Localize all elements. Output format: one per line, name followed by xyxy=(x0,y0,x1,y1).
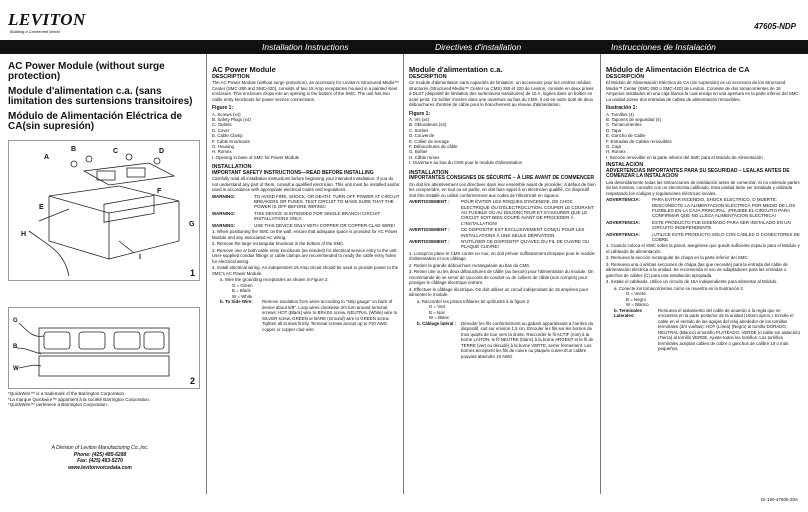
warning-text: TO AVOID FIRE, SHOCK, OR DEATH: TURN OFF POWER AT CIRCUIT BREAKERS OR FUSES. TEST CIRCUIT TO MAKE SURE THAT THE POWER IS OFF BEFORE WIRING! xyxy=(254,193,400,210)
warning-label: AVERTISSEMENT : xyxy=(409,239,450,244)
color-code: B = Negro xyxy=(626,296,646,302)
step: 2. Remueva la sección rectangular de chapa en la parte inferior del SMC. xyxy=(606,255,749,261)
callout-e: E xyxy=(39,204,44,211)
step-a xyxy=(220,277,400,299)
callout-i: I xyxy=(139,254,141,261)
product-titles xyxy=(8,62,198,137)
warning-text: ESTE PRODUCTO FUE DISEÑADO PARA SER INSTALADO EN UN CIRCUITO INDEPENDIENTE. xyxy=(652,219,791,231)
figure-item: B. Obturateurs (x4) xyxy=(409,122,447,128)
header-spanish: Instrucciones de Instalación xyxy=(611,42,716,52)
callout-g2: G xyxy=(13,318,18,324)
figure-item: G. Housing xyxy=(212,143,234,149)
warning xyxy=(409,239,597,250)
description-label: DESCRIPTION xyxy=(212,73,250,80)
step-a-text: a. Raccorder les prises trifilaires tel qu'illustré à la figure 2. xyxy=(417,298,531,304)
step: 4. Install electrical wiring. An independent 15 Amp circuit should be used to provide power to the SMC's AC Power Module. xyxy=(212,265,399,276)
leviton-logo: LEVITON xyxy=(8,10,86,29)
header-english: Installation Instructions xyxy=(262,42,349,52)
callout-w2: W xyxy=(13,366,19,372)
safety-text: Lea detenidamente todas las instrucciones de instalación antes de comenzar. Si no entiende partes de las mismas, consulte con un electricista calificado. Esta unidad debe ser instalada y utilizada respetando los códigos y regulaciones eléctricas locales. xyxy=(606,179,800,196)
trademark-en: *QuickWire™ is a trademark of the Barrington Corporation. xyxy=(8,391,126,396)
heading: Módulo de Alimentación Eléctrica de CA xyxy=(606,65,750,74)
warning-label: WARNING: xyxy=(212,222,236,228)
warning-label: ADVERTENCIA: xyxy=(606,219,641,225)
step: 3. Retirer une ou les deux débouchures de câble (au besoin) pour l'alimentation du module. On recommande de se servir de raccords de conduit ou de colliers de câble (non compris) pour protéger le câblage électrique entrant. xyxy=(409,269,594,286)
step: 4. Instale el cableado. Utilice un circuito de 15A independiente para alimentar al Módulo. xyxy=(606,279,778,285)
step: 4. Effectuer le câblage électrique. On doit utiliser un circuit indépendant de 15 ampères pour alimenter le module. xyxy=(409,286,589,298)
figure-item: A. Vis (x4) xyxy=(409,117,430,122)
divider xyxy=(206,54,207,494)
callout-b: B xyxy=(71,146,77,153)
step: 2. Remove the large rectangular knockout in the bottom of the SMC. xyxy=(212,241,345,247)
warning xyxy=(212,211,400,222)
figure-item: G. Caja xyxy=(606,143,621,149)
figure-item: I. Ouverture au bas du CMS pour le module d'alimentation xyxy=(409,160,523,166)
warning-label: ADVERTENCIA: xyxy=(606,231,641,237)
callout-c: C xyxy=(113,148,119,155)
step: 1. Cuando coloca el SMC sobre la pared, asegúrese que quede suficiente espacio para el Módulo y el cableado de alimentación. xyxy=(606,243,800,254)
figure-item: H. Câble romex xyxy=(409,154,440,160)
color-code: W = Blanc xyxy=(429,315,450,321)
warning-text: CE DISPOSITIF EST EXCLUSIVEMENT CONÇU POUR LES INSTALLATIONS À UNE SEULE DÉRIVATION. xyxy=(461,227,585,238)
safety-label: IMPORTANTES CONSIGNES DE SÉCURITÉ – À LIRE AVANT DE COMMENCER xyxy=(409,175,595,182)
step: 1. Lorsqu'on place le CMS contre un mur, on doit prévoir suffisamment d'espace pour le module d'alimentation et son câblage. xyxy=(409,250,595,262)
step-b xyxy=(417,321,597,360)
figure-item: E. Gancho de Cable xyxy=(606,133,646,139)
color-code: G = Verde xyxy=(626,291,646,297)
warning xyxy=(606,220,800,231)
company-name: A Division of Leviton Manufacturing Co.,Inc. xyxy=(51,445,149,451)
color-code: W = White xyxy=(232,293,253,299)
step: 3. Remueva una o ambas secciones de chapa (las que necesite) para la entrada del cable de alimentación eléctrica a la unidad. Se recomienda el uso de adaptadores para las entradas o ganchos de cables (C) para una instalación apropiada. xyxy=(606,261,788,278)
figure-1-drawing xyxy=(9,141,199,280)
warning-text: ¡UTILICE ESTE PRODUCTO SOLO CON CABLES O CONECTORES DE COBRE. xyxy=(652,231,800,242)
callout-h: H xyxy=(21,231,27,238)
step: 2. Retirer la grande débouchure rectangulaire au bas du CMS. xyxy=(409,262,531,268)
description-label: DESCRIPTION xyxy=(409,73,447,80)
figure-item: C. Sorties xyxy=(409,127,429,133)
figure-label: Figure 1: xyxy=(212,105,234,111)
warning xyxy=(409,199,597,226)
color-code: G = Green xyxy=(232,282,253,288)
step-a-text: a. Conecte los tomacorrientes como se muestra en la Ilustración 2. xyxy=(614,285,745,291)
step-a-text: a. Wire the grounding receptacles as shown in Figure 2. xyxy=(220,277,329,283)
warning-label: WARNING: xyxy=(212,210,236,216)
description: Ce module d'alimentation sans capacités de limitation, un accessoire pour les centres médias structurés (Structured Media™ Center ou CMS) 280 et 420 de Leviton, consiste en deux prises à DLST (dispositif de limitation des surtensions transitoires) de 15 A, logées dans un boîtier en acier peint. Ce boîtier s'insère dans une ouverture au bas du CMS. Il est en outre doté de deux débouchures d'entrée de câble pour le branchement au réseau d'alimentation. xyxy=(409,80,594,107)
fax: Fax: (425) 483-5270 xyxy=(77,458,123,465)
installation-label: INSTALLATION xyxy=(409,169,449,176)
callout-b2: B xyxy=(13,344,18,350)
contact-block xyxy=(40,445,160,471)
figure-item: B. Safety Plugs (x4) xyxy=(212,116,251,122)
safety-text: On doit lire attentivement ces directives dans leur ensemble avant de procéder; à défaut de bien les comprendre, en tout ou en partie, on doit faire appel à un électricien qualifié. Ce dispositif doit être installé ou utilisé conformément aux codes de l'électricité en vigueur. xyxy=(409,181,596,198)
figure-item: F. Cable Knockouts xyxy=(212,138,250,144)
trademark-es: *QuickWire™ pertenece a Barrington Corporation. xyxy=(8,402,109,408)
step-a xyxy=(417,299,597,321)
step-a xyxy=(614,286,800,308)
trademark-fr: *La marque Quickwire™ appartient à la société Barrington Corporation. xyxy=(8,396,151,402)
divider xyxy=(600,54,601,494)
figure-label: Figure 1: xyxy=(409,110,431,117)
heading: Module d'alimentation c.a. xyxy=(409,65,503,74)
step-b-label: b. Terminales Laterales: xyxy=(614,307,642,319)
tagline: Building a Connected World xyxy=(10,29,60,34)
figure-item: F. Entradas de Cables removibles xyxy=(606,138,672,144)
title-spanish: Módulo de Alimentación Eléctrica de CA(sin supresión) xyxy=(8,111,183,132)
figure-label: Ilustración 1: xyxy=(606,105,638,111)
part-number: 47605-NDP xyxy=(754,22,796,31)
figure-item: D. Cover xyxy=(212,127,230,133)
safety-label: IMPORTANT SAFETY INSTRUCTIONS—READ BEFORE INSTALLING xyxy=(212,169,374,176)
figure-item: I. Opening in base of SMC for Power Module xyxy=(212,154,300,160)
figure-item: B. Tapones de seguridad (4) xyxy=(606,116,662,122)
figure-item: A. Tornillos (4) xyxy=(606,111,634,117)
warning-label: AVERTISSEMENT : xyxy=(409,199,450,205)
figure-item: F. Débouchures de câble xyxy=(409,144,458,150)
figure-item: I. Sección removible en la parte inferior del SMC para el Módulo de Alimentación xyxy=(606,154,763,160)
installation-label: INSTALACIÓN xyxy=(606,162,644,169)
callout-g: G xyxy=(189,221,195,228)
figure-list xyxy=(606,112,800,161)
color-code: G = Vert xyxy=(429,304,446,310)
figure-item: E. Collier de serrage xyxy=(409,138,450,144)
warning-label: AVERTISSEMENT : xyxy=(409,227,450,233)
warning xyxy=(606,232,800,243)
figure-item: E. Cable Clamp xyxy=(212,133,243,139)
callout-f: F xyxy=(157,188,162,195)
safety-label: ADVERTENCIAS IMPORTANTES PARA SU SEGURIDAD – LEALAS ANTES DE COMENZAR LA INSTALACION xyxy=(606,167,790,180)
warning-text: POUR ÉVITER LES RISQUES D'INCENDIE, DE CHOC ÉLECTRIQUE OU D'ÉLECTROCUTION, COUPER LE COURANT AU FUSIBLE OU AU DISJONCTEUR ET S'ASSURER QUE LE CIRCUIT SOIT BIEN COUPÉ AVANT DE PROCÉDER À L'INSTALLATION! xyxy=(461,199,594,226)
website[interactable]: www.levitonvoicedata.com xyxy=(68,464,132,471)
figure-item: C. Outlets xyxy=(212,122,232,128)
figure-item: H. Romex xyxy=(606,149,626,155)
color-code: B = Black xyxy=(232,288,251,294)
document-code: DI-150-47605-20A xyxy=(760,497,798,502)
step-b-text: Dénuder les fils conformément au gabarit apparaissant à l'arrière du dispositif, soit sur environ 1,5 cm. Enrouler les fils sur les bornes de trois quarts de tour vers la droite. Raccorder le fil ACTIF (noir) à la borne LAITON, le fil NEUTRE (blanc) à la borne ARGENT et le fil de TERRE (vert ou dénudé) à la borne VERTE; serrer fermement. Les bornes acceptent les fils de cuivre ou plaqués cuivre d'un calibre pouvant atteindre 10 AWG. xyxy=(461,320,594,359)
divider xyxy=(403,54,404,494)
figure-2 xyxy=(8,307,200,389)
figure-list xyxy=(409,117,597,166)
french-column xyxy=(409,60,597,359)
figure-item: A. Screws (x4) xyxy=(212,111,241,117)
step-b xyxy=(220,299,400,332)
color-code: W = Blanco xyxy=(626,302,649,308)
figure-1 xyxy=(8,140,200,281)
color-code: B = Noir xyxy=(429,309,445,315)
warning xyxy=(212,223,400,228)
trademark-notes xyxy=(8,391,208,408)
step-b-label: b. Câblage latéral : xyxy=(417,320,457,326)
heading: AC Power Module xyxy=(212,65,276,74)
header-bar xyxy=(0,40,808,54)
step-b xyxy=(614,308,800,352)
callout-d: D xyxy=(159,148,165,155)
step-b-label: b. To Side Wire: xyxy=(220,299,253,305)
warning-text: USE THIS DEVICE ONLY WITH COPPER OR COPPER-CLAD WIRE! xyxy=(254,222,395,228)
figure-item: D. Couvercle xyxy=(409,133,435,139)
figure-1-number: 1 xyxy=(189,268,195,278)
spanish-column xyxy=(606,60,800,352)
callout-a: A xyxy=(44,154,50,161)
warning-text: THIS DEVICE IS INTENDED FOR SINGLE BRANCH CIRCUIT INSTALLATIONS ONLY. xyxy=(254,210,381,222)
step-b-text: Remueva el aislamiento del cable de acuerdo a la regla que se encuentra en la parte posterior de la unidad (15mm aprox.). Enrolle el cable en el sentido de las agujas del reloj alrededor de los tornillos terminales (3/4 vueltas): HOT (Línea) (Negro) al tornillo DORADO, NEUTRAL (Blanco) al tornillo PLATEADO, VERDE (o cable sin aislación) (Tierra) al tornillo VERDE. Ajuste todos los tornillos. Los tornillos terminales aceptan cables de cobre o ganchos de calibre 10 o más pequeños. xyxy=(658,307,801,352)
description-label: DESCRIPCIÓN xyxy=(606,73,645,80)
figure-2-drawing xyxy=(9,308,199,388)
description: El Módulo de Alimentación Eléctrica de CA (sin supresión) es un accesorio de los Structured Media™ Center (SMC-280 o SMC-420) de Leviton. Consiste de dos tomacorrientes de 15 Amperios instalados en una caja blanca la cual encaja en una apertura en la parte inferior del SMC. La unidad posee dos entradas de cables de alimentación removibles. xyxy=(606,80,800,102)
english-column xyxy=(212,60,400,332)
warning xyxy=(606,197,800,219)
figure-item: H. Romex xyxy=(212,149,232,155)
warning-label: ADVERTENCIA: xyxy=(606,197,641,203)
title-french: Module d'alimentation c.a. (sans limitation des surtensions transitoires) xyxy=(8,86,193,107)
phone: Phone: (425) 485-6288 xyxy=(73,451,127,458)
description: The AC Power Module (without surge protection), an accessory for Leviton's Structured Media™ Center (SMC-280 and SMC-420), consists of two 15 Amp receptacles housed in a painted steel enclosure. This enclosure drops into an opening in the bottom of the SMC. The unit has two cable entry knockouts for power service connections. xyxy=(212,80,399,102)
warning-label: WARNING: xyxy=(212,193,236,199)
warning xyxy=(212,194,400,210)
header-french: Directives d'installation xyxy=(435,42,522,52)
step-b-text: Remove insulation from wires according to "strip gauge" on back of device about 5/8". Loop wires clockwise 3/4 turn around terminal screws: HOT (Black) wire to BRASS screw, NEUTRAL (White) wire to SILVER screw, GREEN or BARE (Ground) wire to GREEN screw. Tighten all screws firmly. Terminal screws accept up to #10 AWG copper or copper clad wire. xyxy=(262,299,398,332)
warning-text: N'UTILISER CE DISPOSITIF QU'AVEC DU FIL DE CUIVRE OU PLAQUÉ CUIVRE! xyxy=(461,239,589,250)
figure-list xyxy=(212,112,400,161)
installation-label: INSTALLATION xyxy=(212,164,252,171)
warning-text: PARA EVITAR INCENDIO, SHOCK ELECTRICO, O MUERTE: DESCONECTE LA ALIMENTACION ELECTRICA POR MEDIO DE LOS FUSIBLES EN LA CAJA PRINCIPAL. ¡PRUEBE EL CIRCUITO PARA CONFIRMAR QUE NO LLEGA ALIMENTACION ELECTRICA! xyxy=(652,197,796,219)
figure-item: C. Tomacorrientes xyxy=(606,122,642,128)
title-english: AC Power Module (without surge protection) xyxy=(8,61,165,82)
figure-2-number: 2 xyxy=(189,376,195,386)
figure-item: D. Tapa xyxy=(606,127,622,133)
safety-text: Carefully read all installation instructions before beginning your intended installation. If you do not understand any part of them, consult a qualified electrician. This unit must be installed and/or used in accordance with appropriate electrical codes and regulations. xyxy=(212,176,400,193)
warning xyxy=(409,227,597,238)
step: 3. Remove one or both cable entry knockouts (as needed) for electrical service entry to the unit. User-supplied conduit fittings or cable clamps are recommended to ready the cable entry holes for electrical wiring. xyxy=(212,247,398,264)
step: 1. When positioning the SMC on the wall, ensure that adequate space is provided for AC Power Module and any associated AC wiring. xyxy=(212,229,398,240)
figure-item: G. Boîtier xyxy=(409,149,428,155)
